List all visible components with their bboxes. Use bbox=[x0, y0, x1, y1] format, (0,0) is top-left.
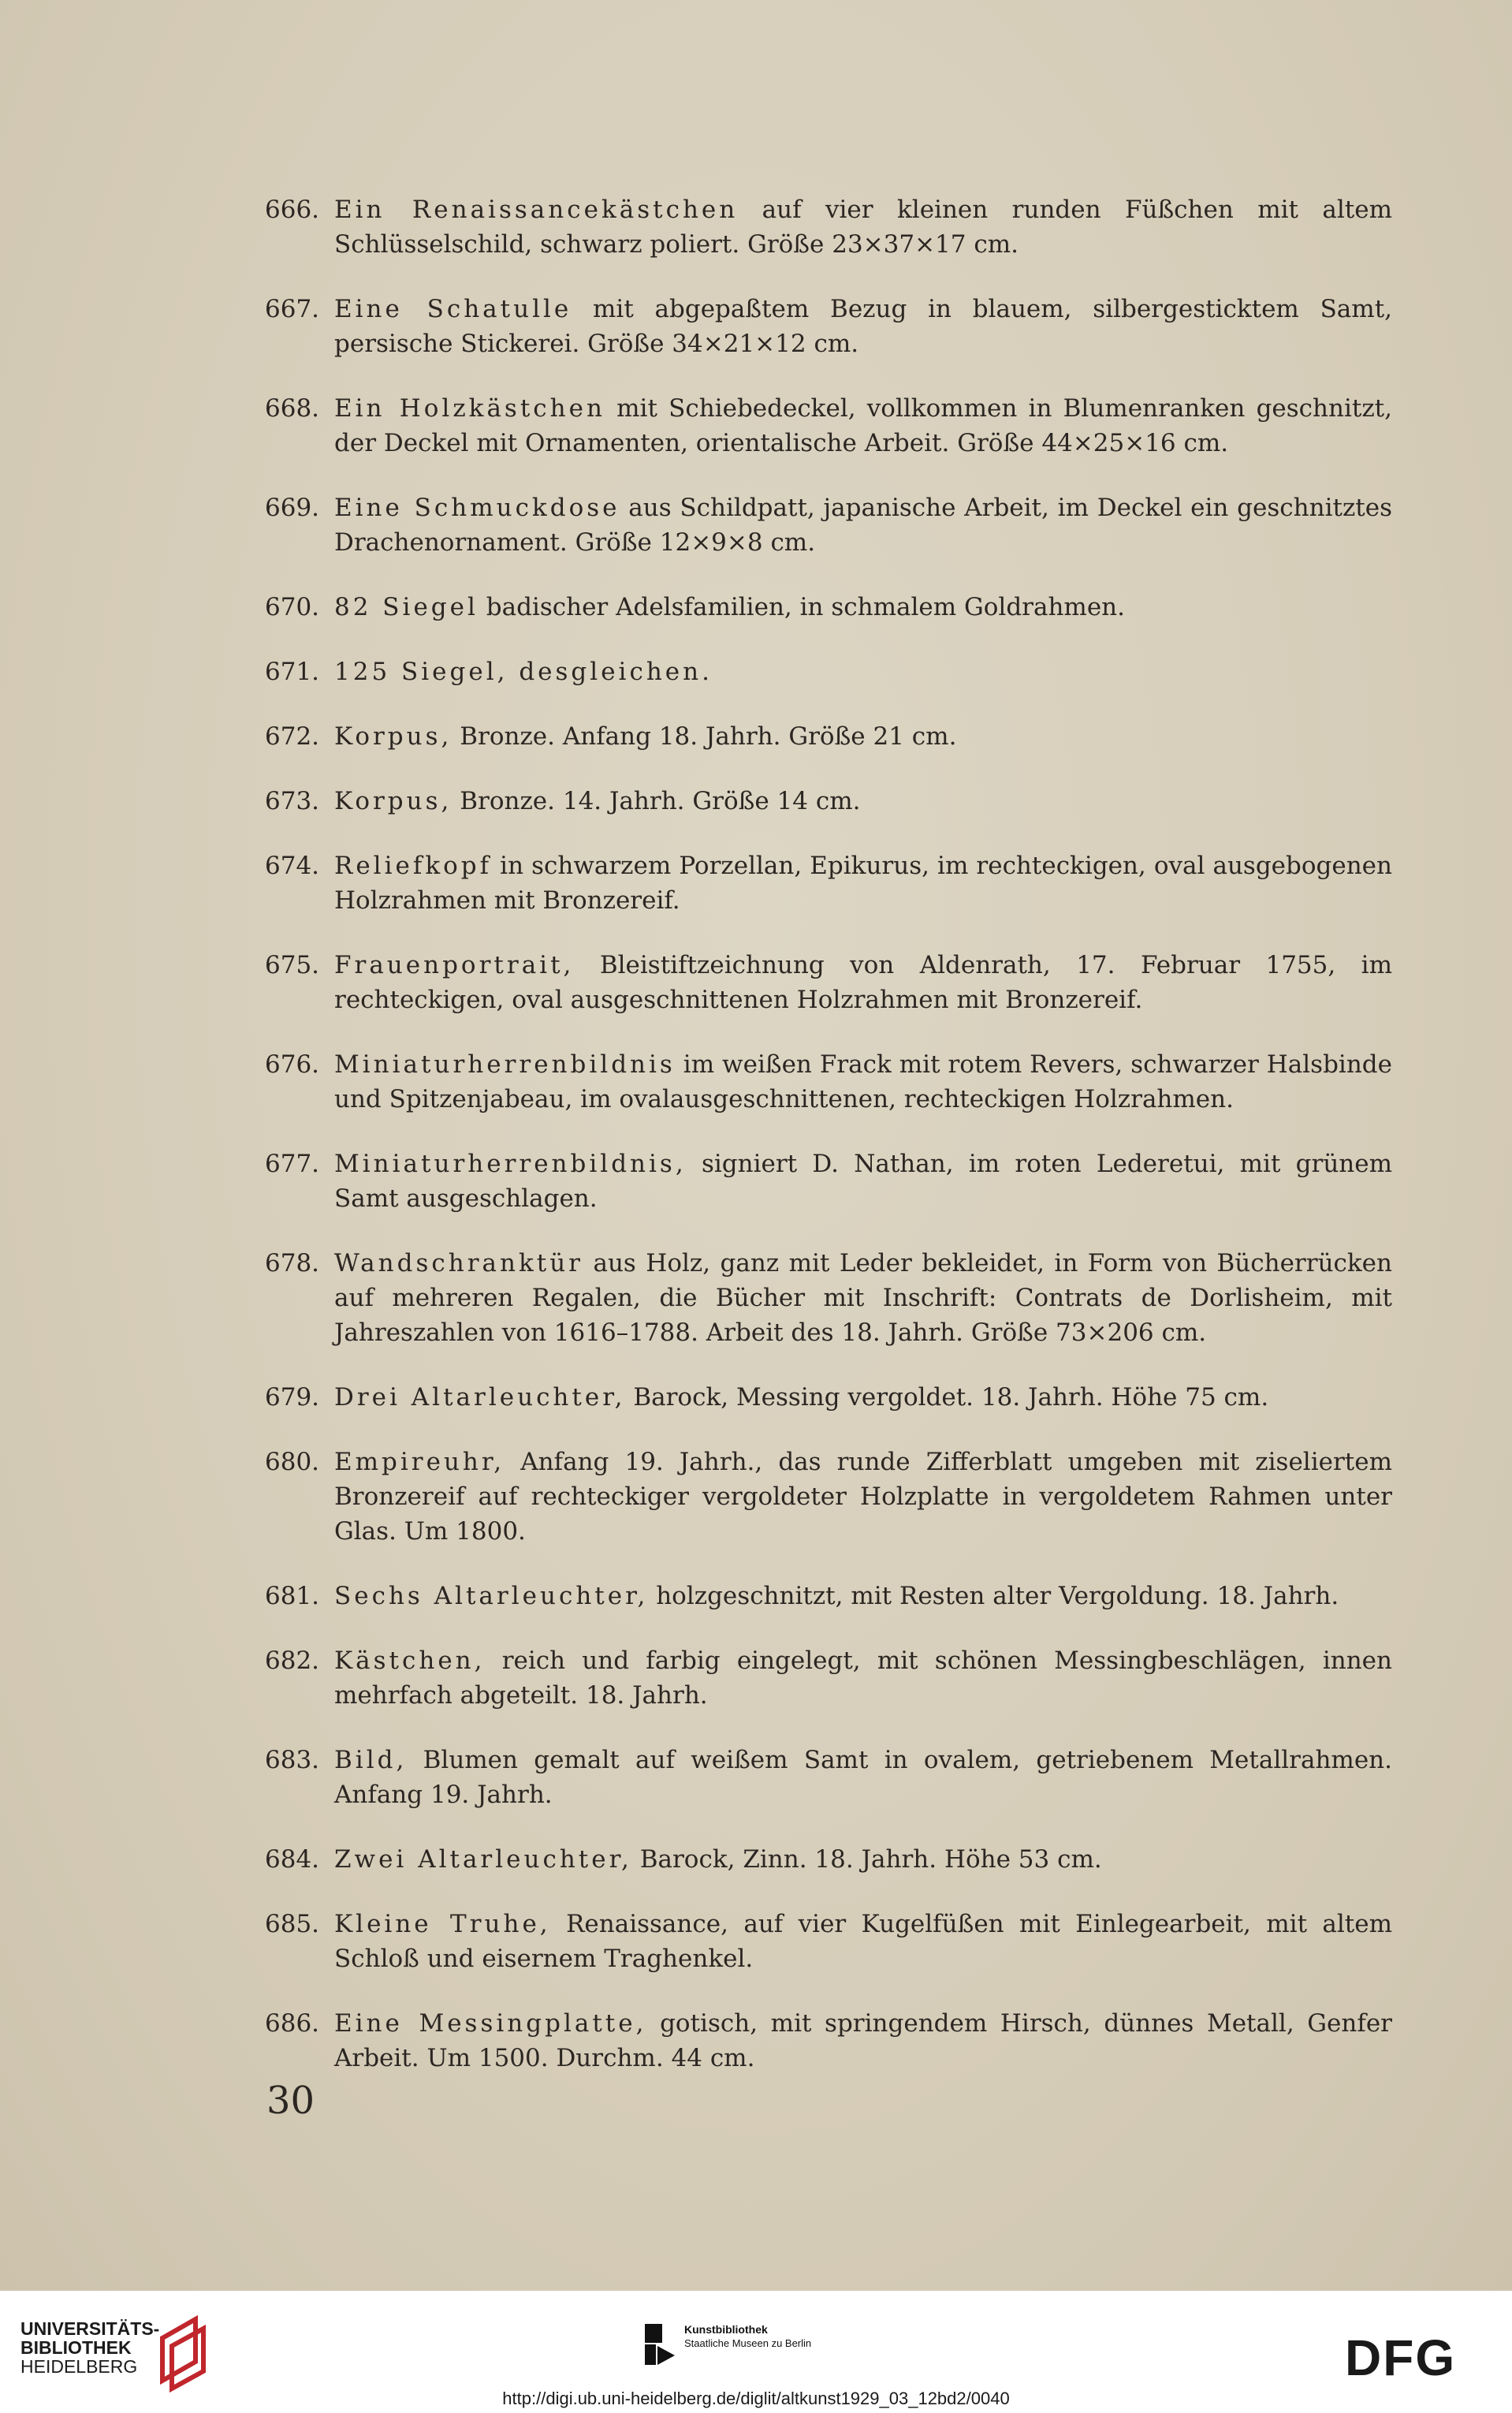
entry-keyword: Eine Schatulle bbox=[334, 295, 572, 323]
entry-number: 668. bbox=[265, 394, 320, 423]
catalog-entry bbox=[265, 1743, 1392, 1812]
kunstbibliothek-logo-icon[interactable] bbox=[642, 2322, 678, 2366]
catalog-entry bbox=[265, 590, 1392, 625]
entry-number: 676. bbox=[265, 1050, 320, 1079]
entry-keyword: 125 Siegel, desgleichen. bbox=[334, 658, 713, 686]
dfg-logo[interactable]: DFG bbox=[1345, 2329, 1457, 2386]
entry-keyword: Kästchen, bbox=[334, 1647, 486, 1675]
entry-number: 683. bbox=[265, 1746, 320, 1774]
entry-number: 681. bbox=[265, 1582, 320, 1610]
entry-description: mit abgepaßtem Bezug in blauem, silbergesticktem Samt, persische Stickerei. Größe 34×21×12 cm. bbox=[334, 295, 1392, 358]
ub-line-3: HEIDELBERG bbox=[20, 2356, 138, 2377]
footer-bar bbox=[0, 2291, 1512, 2413]
entry-keyword: Reliefkopf bbox=[334, 852, 493, 880]
kb-title: Kunstbibliothek bbox=[684, 2323, 768, 2336]
entry-keyword: Korpus, bbox=[334, 722, 452, 751]
entry-number: 674. bbox=[265, 852, 320, 880]
catalog-entry bbox=[265, 1380, 1392, 1415]
entry-number: 673. bbox=[265, 787, 320, 815]
catalog-entry bbox=[265, 948, 1392, 1017]
entry-number: 682. bbox=[265, 1647, 320, 1675]
entry-number: 677. bbox=[265, 1150, 320, 1178]
entry-keyword: Frauenportrait, bbox=[334, 951, 575, 979]
kunstbibliothek-text[interactable] bbox=[684, 2322, 811, 2351]
kb-subtitle: Staatliche Museen zu Berlin bbox=[684, 2337, 812, 2349]
catalog-entry bbox=[265, 490, 1392, 560]
catalog-entry bbox=[265, 2006, 1392, 2075]
entry-description: aus Schildpatt, japanische Arbeit, im Deckel ein geschnitztes Drachenornament. Größe 12×9×8 cm. bbox=[334, 494, 1392, 557]
entry-number: 670. bbox=[265, 593, 320, 621]
entry-keyword: 82 Siegel bbox=[334, 593, 479, 621]
catalog-entry bbox=[265, 784, 1392, 819]
entry-number: 685. bbox=[265, 1910, 320, 1938]
entry-number: 678. bbox=[265, 1249, 320, 1277]
entry-description: holzgeschnitzt, mit Resten alter Vergoldung. 18. Jahrh. bbox=[648, 1582, 1339, 1610]
entry-description: signiert D. Nathan, im roten Lederetui, mit grünem Samt ausgeschlagen. bbox=[334, 1150, 1392, 1213]
entry-list bbox=[265, 192, 1392, 2105]
entry-description: Anfang 19. Jahrh., das runde Zifferblatt umgeben mit ziseliertem Bronzereif auf rechteckiger vergoldeter Holzplatte in vergoldetem Rahmen unter Glas. Um 1800. bbox=[334, 1448, 1392, 1546]
entry-number: 666. bbox=[265, 196, 320, 224]
ub-line-1: UNIVERSITÄTS- bbox=[20, 2318, 160, 2339]
entry-number: 671. bbox=[265, 658, 320, 686]
entry-keyword: Kleine Truhe, bbox=[334, 1910, 551, 1938]
entry-description: Bronze. Anfang 18. Jahrh. Größe 21 cm. bbox=[452, 722, 957, 751]
entry-description: im weißen Frack mit rotem Revers, schwarzer Halsbinde und Spitzenjabeau, im ovalausgeschnittenen, rechteckigen Holzrahmen. bbox=[334, 1050, 1392, 1113]
catalog-entry bbox=[265, 1842, 1392, 1877]
entry-number: 679. bbox=[265, 1383, 320, 1412]
entry-number: 686. bbox=[265, 2009, 320, 2038]
catalog-entry bbox=[265, 1445, 1392, 1549]
entry-description: aus Holz, ganz mit Leder bekleidet, in Form von Bücherrücken auf mehreren Regalen, die Bücher mit Inschrift: Contrats de Dorlisheim, mit Jahreszahlen von 1616–1788. Arbeit des 18. Jahrh. Größe 73×206 cm. bbox=[334, 1249, 1392, 1347]
entry-keyword: Zwei Altarleuchter, bbox=[334, 1845, 632, 1874]
entry-keyword: Empireuhr, bbox=[334, 1448, 505, 1476]
entry-keyword: Miniaturherrenbildnis bbox=[334, 1050, 676, 1079]
page-number: 30 bbox=[266, 2079, 315, 2123]
entry-number: 667. bbox=[265, 295, 320, 323]
entry-keyword: Ein Holzkästchen bbox=[334, 394, 605, 423]
entry-description: auf vier kleinen runden Füßchen mit altem Schlüsselschild, schwarz poliert. Größe 23×37×17 cm. bbox=[334, 196, 1392, 259]
entry-description: badischer Adelsfamilien, in schmalem Goldrahmen. bbox=[478, 593, 1125, 621]
entry-keyword: Korpus, bbox=[334, 787, 452, 815]
entry-keyword: Eine Messingplatte, bbox=[334, 2009, 647, 2038]
entry-description: Renaissance, auf vier Kugelfüßen mit Einlegearbeit, mit altem Schloß und eisernem Traghenkel. bbox=[334, 1910, 1393, 1973]
entry-keyword: Sechs Altarleuchter, bbox=[334, 1582, 649, 1610]
catalog-entry bbox=[265, 1643, 1392, 1713]
entry-description: Barock, Zinn. 18. Jahrh. Höhe 53 cm. bbox=[631, 1845, 1102, 1874]
entry-keyword: Eine Schmuckdose bbox=[334, 494, 620, 522]
catalog-entry bbox=[265, 1047, 1392, 1117]
entry-number: 680. bbox=[265, 1448, 320, 1476]
catalog-entry bbox=[265, 292, 1392, 361]
catalog-entry bbox=[265, 719, 1392, 754]
catalog-entry bbox=[265, 848, 1392, 918]
entry-number: 672. bbox=[265, 722, 320, 751]
entry-description: Bronze. 14. Jahrh. Größe 14 cm. bbox=[452, 787, 861, 815]
catalog-entry bbox=[265, 1147, 1392, 1216]
catalog-entry bbox=[265, 1246, 1392, 1350]
entry-description: mit Schiebedeckel, vollkommen in Blumenranken geschnitzt, der Deckel mit Ornamenten, orientalische Arbeit. Größe 44×25×16 cm. bbox=[334, 394, 1392, 457]
entry-keyword: Miniaturherrenbildnis, bbox=[334, 1150, 687, 1178]
entry-description: Bleistiftzeichnung von Aldenrath, 17. Februar 1755, im rechteckigen, oval ausgeschnittenen Holzrahmen mit Bronzereif. bbox=[334, 951, 1392, 1014]
entry-description: Blumen gemalt auf weißem Samt in ovalem, getriebenem Metallrahmen. Anfang 19. Jahrh. bbox=[334, 1746, 1392, 1809]
entry-keyword: Drei Altarleuchter, bbox=[334, 1383, 626, 1412]
entry-description: reich und farbig eingelegt, mit schönen Messingbeschlägen, innen mehrfach abgeteilt. 18. Jahrh. bbox=[334, 1647, 1392, 1710]
entry-description: gotisch, mit springendem Hirsch, dünnes Metall, Genfer Arbeit. Um 1500. Durchm. 44 cm. bbox=[334, 2009, 1392, 2072]
entry-keyword: Bild, bbox=[334, 1746, 408, 1774]
entry-keyword: Ein Renaissancekästchen bbox=[334, 196, 739, 224]
entry-description: in schwarzem Porzellan, Epikurus, im rechteckigen, oval ausgebogenen Holzrahmen mit Bronzereif. bbox=[334, 852, 1392, 915]
entry-number: 669. bbox=[265, 494, 320, 522]
ub-line-2: BIBLIOTHEK bbox=[20, 2337, 132, 2358]
catalog-entry bbox=[265, 1579, 1392, 1613]
catalog-entry bbox=[265, 1907, 1392, 1976]
entry-description: Barock, Messing vergoldet. 18. Jahrh. Höhe 75 cm. bbox=[625, 1383, 1269, 1412]
entry-keyword: Wandschranktür bbox=[334, 1249, 583, 1277]
entry-number: 684. bbox=[265, 1845, 320, 1874]
catalog-entry bbox=[265, 391, 1392, 461]
catalog-entry bbox=[265, 655, 1392, 689]
permalink-url[interactable]: http://digi.ub.uni-heidelberg.de/diglit/altkunst1929_03_12bd2/0040 bbox=[502, 2389, 1010, 2408]
ub-heidelberg-text[interactable] bbox=[20, 2319, 159, 2376]
ub-heidelberg-logo-icon[interactable] bbox=[155, 2314, 211, 2393]
catalog-entry bbox=[265, 192, 1392, 262]
entry-number: 675. bbox=[265, 951, 320, 979]
